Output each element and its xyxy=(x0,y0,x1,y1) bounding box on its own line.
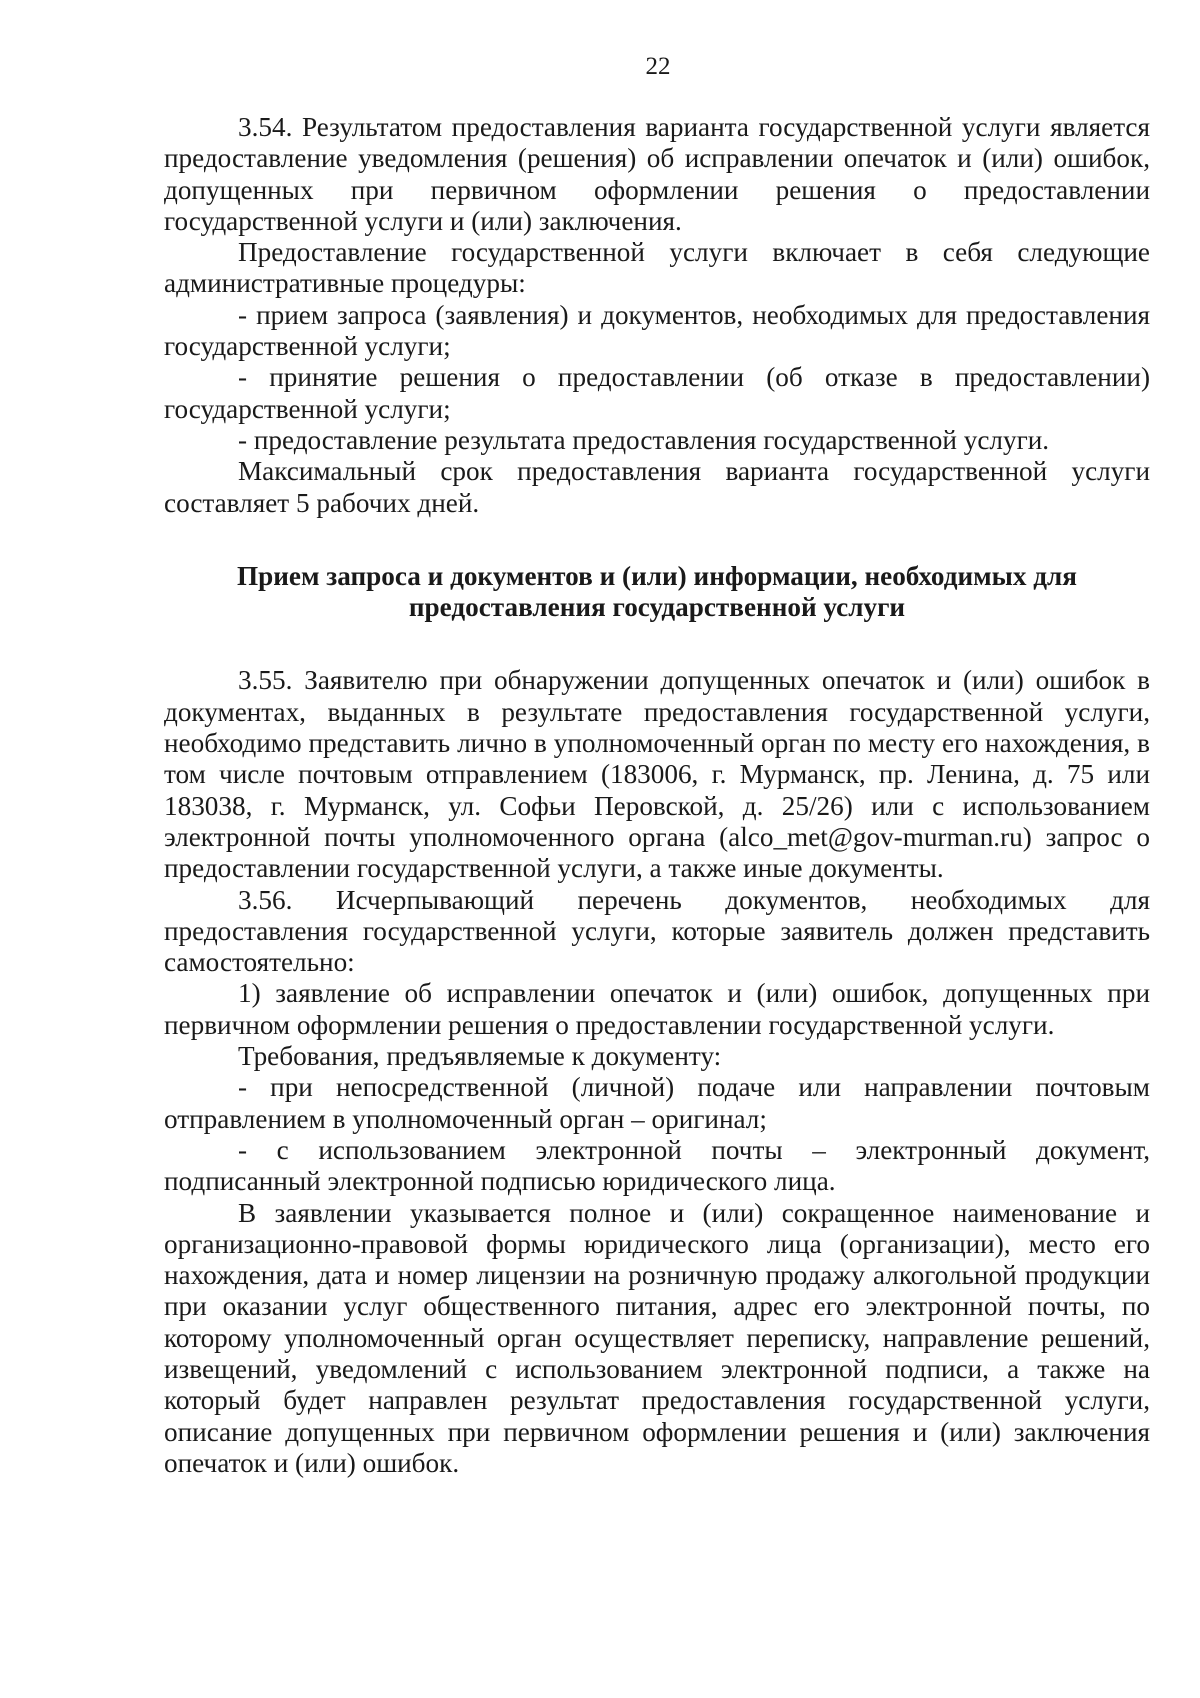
paragraph-requirements-intro: Требования, предъявляемые к документу: xyxy=(238,1041,722,1072)
list-item-procedure-1: - прием запроса (заявления) и документов, необходимых для предоставления государственной услуги; xyxy=(164,299,1150,362)
paragraph-max-term: Максимальный срок предоставления варианта государственной услуги составляет 5 рабочих дней. xyxy=(164,456,1150,518)
document-body xyxy=(164,112,1150,1479)
list-item-procedure-3: - предоставление результата предоставления государственной услуги. xyxy=(238,424,1050,455)
paragraph-3-55: 3.55. Заявителю при обнаружении допущенных опечаток и (или) ошибок в документах, выданных в результате предоставления государственной услуги, необходимо представить лично в уполномоченный орган по месту его нахождения, в том числе почтовым отправлением (183006, г. Мурманск, пр. Ленина, д. 75 или 183038, г. Мурманск, ул. Софьи Перовской, д. 25/26) или с использованием электронной почты уполномоченного органа (alco_met@gov-murman.ru) запрос о предоставлении государственной услуги, а также иные документы. xyxy=(164,665,1150,884)
list-item-requirement-1: - при непосредственной (личной) подаче или направлении почтовым отправлением в уполномоченный орган – оригинал; xyxy=(164,1072,1150,1134)
section-heading: Прием запроса и документов и (или) информации, необходимых для предоставления государственной услуги xyxy=(236,560,1078,623)
paragraph-application-contents: В заявлении указывается полное и (или) сокращенное наименование и организационно-правовой формы юридического лица (организации), место его нахождения, дата и номер лицензии на розничную продажу алкогольной продукции при оказании услуг общественного питания, адрес его электронной почты, по которому уполномоченный орган осуществляет переписку, направление решений, извещений, уведомлений с использованием электронной подписи, а также на который будет направлен результат предоставления государственной услуги, описание допущенных при первичном оформлении решения и (или) заключения опечаток и (или) ошибок. xyxy=(164,1197,1150,1478)
paragraph-procedures-intro: Предоставление государственной услуги включает в себя следующие административные процедуры: xyxy=(164,237,1150,299)
list-item-requirement-2: - с использованием электронной почты – электронный документ, подписанный электронной подписью юридического лица. xyxy=(164,1134,1150,1197)
list-item-document-1: 1) заявление об исправлении опечаток и (или) ошибок, допущенных при первичном оформлении решения о предоставлении государственной услуги. xyxy=(164,978,1150,1040)
paragraph-3-54: 3.54. Результатом предоставления варианта государственной услуги является предоставление уведомления (решения) об исправлении опечаток и (или) ошибок, допущенных при первичном оформлении решения о предоставлении государственной услуги и (или) заключения. xyxy=(164,112,1150,236)
paragraph-3-56: 3.56. Исчерпывающий перечень документов, необходимых для предоставления государственной услуги, которые заявитель должен представить самостоятельно: xyxy=(164,884,1150,978)
list-item-procedure-2: - принятие решения о предоставлении (об отказе в предоставлении) государственной услуги; xyxy=(164,362,1150,424)
page-number: 22 xyxy=(645,53,671,80)
